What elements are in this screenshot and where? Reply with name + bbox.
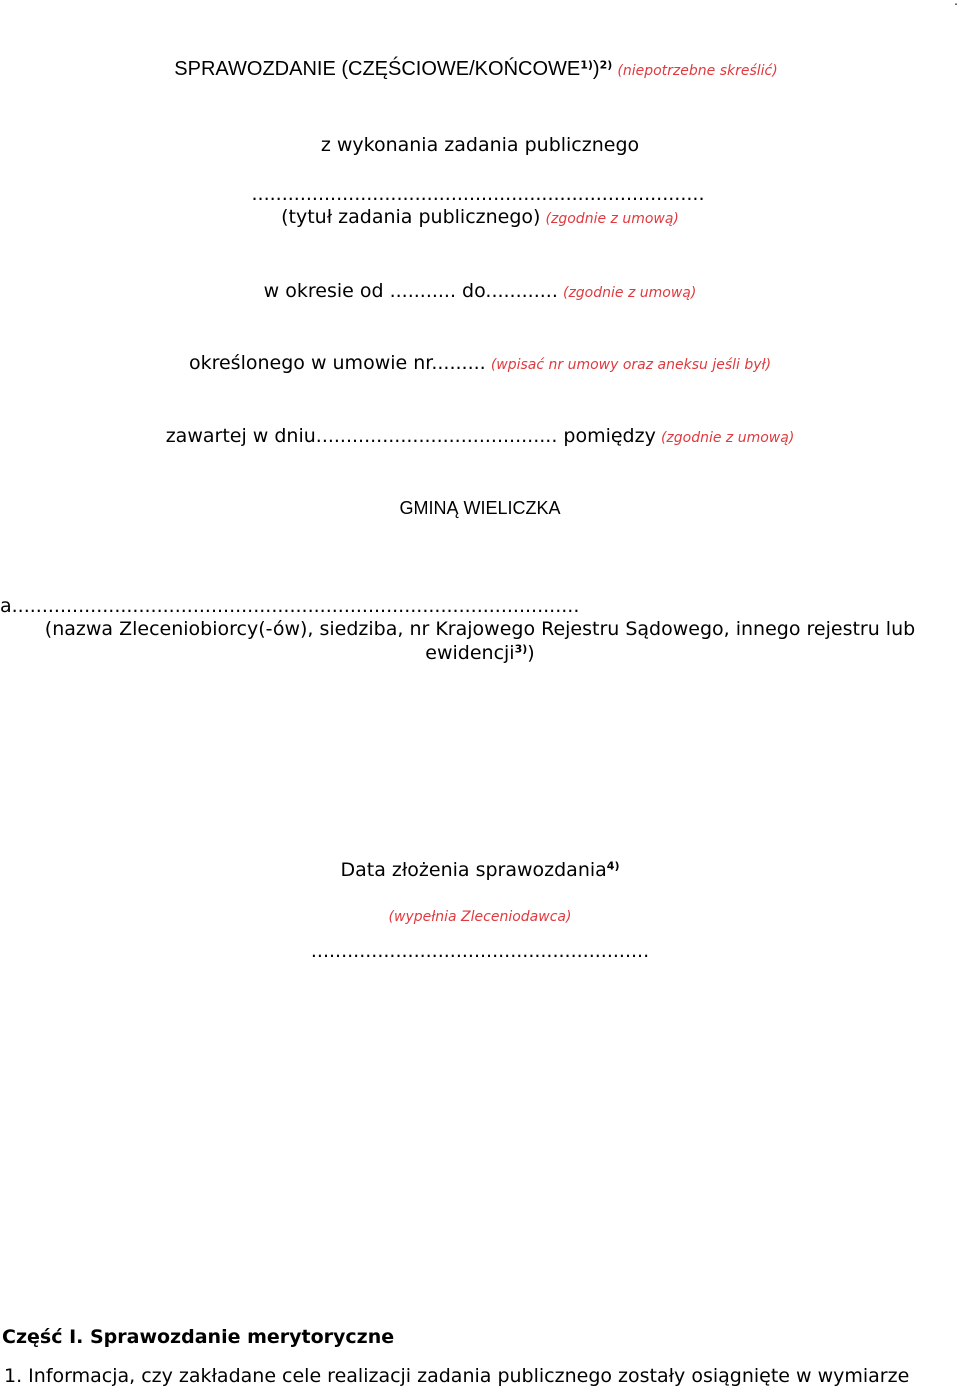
task-title-line [0, 206, 960, 228]
corner-mark: . [954, 0, 958, 8]
agreement-label: określonego w umowie nr......... [188, 352, 486, 374]
agreement-line [0, 352, 960, 374]
party-two-dots: a.............................................................................................. [0, 595, 580, 617]
task-title-label: (tytuł zadania publicznego) [281, 206, 541, 228]
report-title-close: ) [592, 58, 600, 80]
submission-dots: ........................................................ [310, 940, 650, 962]
footnote-ref-3: 3) [514, 642, 528, 656]
registry-label: ewidencji [425, 642, 515, 664]
period-line [0, 280, 960, 302]
task-title-note: (zgodnie z umową) [545, 211, 679, 227]
period-note: (zgodnie z umową) [562, 285, 697, 301]
agreement-note: (wpisać nr umowy oraz aneksu jeśli był) [490, 357, 772, 373]
submission-note: (wypełnia Zleceniodawca) [388, 909, 572, 925]
report-title [0, 58, 956, 81]
party-two-description-cont [0, 642, 960, 664]
section-item-1: 1. Informacja, czy zakładane cele realizacji zadania publicznego zostały osiągnięte w wymiarze [4, 1365, 910, 1387]
concluded-note: (zgodnie z umową) [660, 430, 795, 446]
period-label: w okresie od ........... do............ [263, 280, 558, 302]
task-title-dots: ........................................................................... [251, 183, 705, 205]
party-one: GMINĄ WIELICZKA [399, 498, 561, 518]
footnote-ref-4: 4) [606, 859, 620, 873]
report-subtitle: z wykonania zadania publicznego [320, 134, 640, 156]
concluded-line [0, 425, 960, 447]
footnote-ref-2: 2) [599, 58, 613, 72]
registry-close: ) [527, 642, 535, 664]
section-heading: Część I. Sprawozdanie merytoryczne [2, 1326, 395, 1348]
submission-date-label: Data złożenia sprawozdania [340, 859, 607, 881]
report-title-text: SPRAWOZDANIE (CZĘŚCIOWE/KOŃCOWE [174, 58, 581, 80]
footnote-ref-1: 1) [580, 58, 593, 72]
concluded-label: zawartej w dniu........................................ pomiędzy [165, 425, 656, 447]
strike-note: (niepotrzebne skreślić) [617, 63, 778, 79]
party-two-description: (nazwa Zleceniobiorcy(-ów), siedziba, nr Krajowego Rejestru Sądowego, innego rejestru lub [44, 618, 916, 640]
submission-date-line [0, 859, 960, 881]
